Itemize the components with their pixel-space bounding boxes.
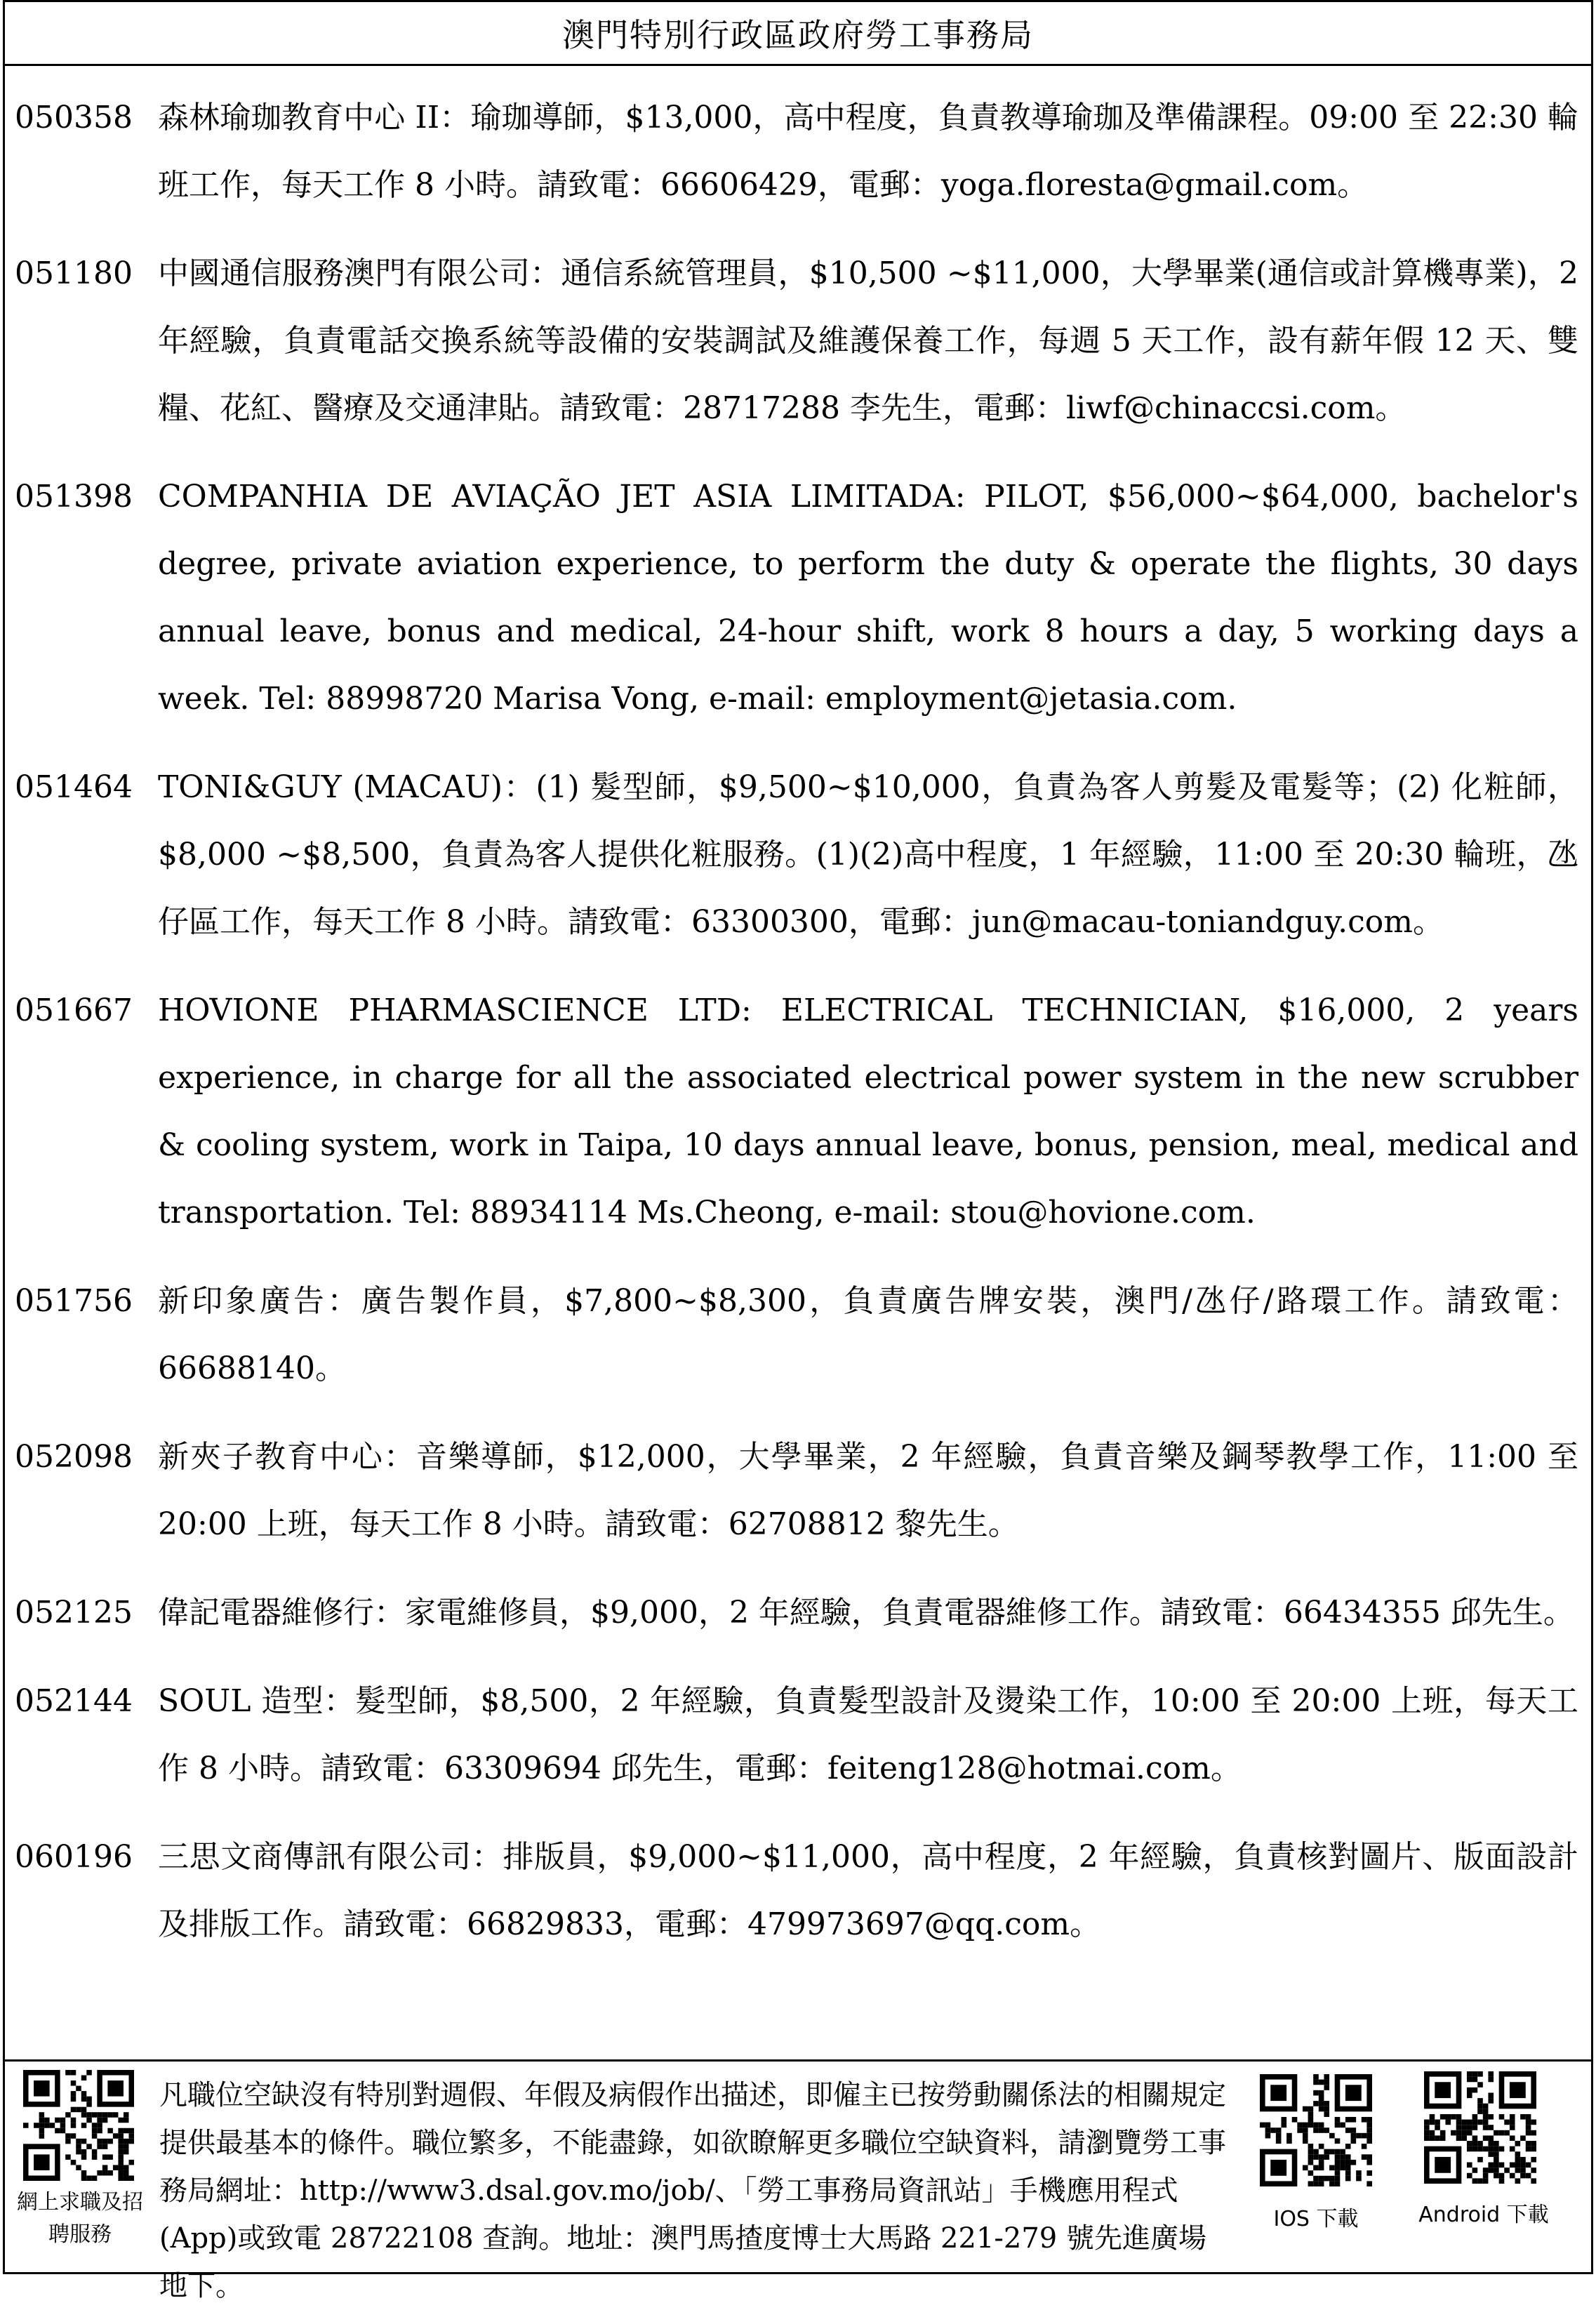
listing-code: 051756: [15, 1283, 133, 1319]
listing-code: 051667: [15, 993, 133, 1028]
list-item: [5, 754, 1591, 956]
listing-code: 051464: [15, 769, 133, 805]
listing-text: SOUL 造型：髮型師，$8,500，2 年經驗，負責髮型設計及燙染工作，10:00 至 20:00 上班，每天工作 8 小時。請致電：63309694 邱先生，電郵：feiteng128@hotmai.com。: [158, 1683, 1578, 1786]
listing-code: 052125: [15, 1595, 133, 1631]
list-item: [5, 1579, 1591, 1647]
android-download-label: Android 下載: [1418, 2203, 1549, 2227]
list-item: [5, 1268, 1591, 1402]
listing-list: [5, 66, 1591, 1958]
qr-code-web-icon[interactable]: [23, 2070, 134, 2181]
job-listing-sheet: [3, 0, 1593, 2302]
qr-code-android-icon[interactable]: [1424, 2071, 1536, 2184]
list-item: [5, 1824, 1591, 1958]
footer: [5, 2059, 1591, 2302]
page-title: 澳門特別行政區政府勞工事務局: [5, 2, 1591, 66]
listing-text: 中國通信服務澳門有限公司：通信系統管理員，$10,500 ~$11,000，大學畢業(通信或計算機專業)，2 年經驗，負責電話交換系統等設備的安裝調試及維護保養工作，每週 5 天工作，設有薪年假 12 天、雙糧、花紅、醫療及交通津貼。請致電：28717288 李先生，電郵：liwf@chinaccsi.com。: [158, 255, 1578, 426]
listing-text: HOVIONE PHARMASCIENCE LTD: ELECTRICAL TECHNICIAN, $16,000, 2 years experience, in charge for all the associated electrical power system in the new scrubber & cooling system, work in Taipa, 10 days annual leave, bonus, pension, meal, medical and transportation. Tel: 88934114 Ms.Cheong, e-mail: stou@hovione.com.: [158, 993, 1578, 1230]
listing-text: 新夾子教育中心：音樂導師，$12,000，大學畢業，2 年經驗，負責音樂及鋼琴教學工作，11:00 至 20:00 上班，每天工作 8 小時。請致電：62708812 黎先生。: [158, 1439, 1578, 1542]
listing-text: 偉記電器維修行：家電維修員，$9,000，2 年經驗，負責電器維修工作。請致電：66434355 邱先生。: [158, 1595, 1574, 1631]
list-item: [5, 84, 1591, 219]
list-item: [5, 977, 1591, 1247]
list-item: [5, 1668, 1591, 1803]
listing-code: 050358: [15, 100, 133, 135]
ios-download-label: IOS 下載: [1273, 2207, 1359, 2231]
qr-web-label: 網上求職及招聘服務: [17, 2190, 143, 2247]
list-item: [5, 1423, 1591, 1558]
listing-text: 三思文商傳訊有限公司：排版員，$9,000~$11,000，高中程度，2 年經驗，負責核對圖片、版面設計及排版工作。請致電：66829833，電郵：479973697@qq.com。: [158, 1839, 1578, 1942]
listing-code: 051398: [15, 479, 133, 515]
listing-text: COMPANHIA DE AVIAÇÃO JET ASIA LIMITADA: PILOT, $56,000~$64,000, bachelor's degree, private aviation experience, to perform the duty & operate the flights, 30 days annual leave, bonus and medical, 24-hour shift, work 8 hours a day, 5 working days a week. Tel: 88998720 Marisa Vong, e-mail: employment@jetasia.com.: [158, 479, 1578, 717]
list-item: [5, 463, 1591, 733]
listing-code: 052144: [15, 1683, 133, 1719]
listing-code: 052098: [15, 1439, 133, 1475]
footer-notice: 凡職位空缺沒有特別對週假、年假及病假作出描述，即僱主已按勞動關係法的相關規定提供最基本的條件。職位繁多，不能盡錄，如欲瞭解更多職位空缺資料，請瀏覽勞工事務局網址：http://www3.dsal.gov.mo/job/、「勞工事務局資訊站」手機應用程式(App)或致電 28722108 查詢。地址：澳門馬揸度博士大馬路 221-279 號先進廣場地下。: [159, 2079, 1226, 2302]
listing-text: TONI&GUY (MACAU)：(1) 髮型師，$9,500~$10,000，負責為客人剪髮及電髮等；(2) 化粧師，$8,000 ~$8,500，負責為客人提供化粧服務。(1)(2)高中程度，1 年經驗，11:00 至 20:30 輪班，氹仔區工作，每天工作 8 小時。請致電：63300300，電郵：jun@macau-toniandguy.com。: [158, 769, 1578, 940]
listing-text: 森林瑜珈教育中心 II：瑜珈導師，$13,000，高中程度，負責教導瑜珈及準備課程。09:00 至 22:30 輪班工作，每天工作 8 小時。請致電：66606429，電郵：yoga.floresta@gmail.com。: [158, 100, 1578, 203]
qr-code-ios-icon[interactable]: [1260, 2074, 1372, 2186]
listing-text: 新印象廣告：廣告製作員，$7,800~$8,300，負責廣告牌安裝，澳門/氹仔/路環工作。請致電：66688140。: [158, 1283, 1578, 1386]
listing-code: 051180: [15, 255, 133, 291]
listing-code: 060196: [15, 1839, 133, 1875]
list-item: [5, 240, 1591, 442]
